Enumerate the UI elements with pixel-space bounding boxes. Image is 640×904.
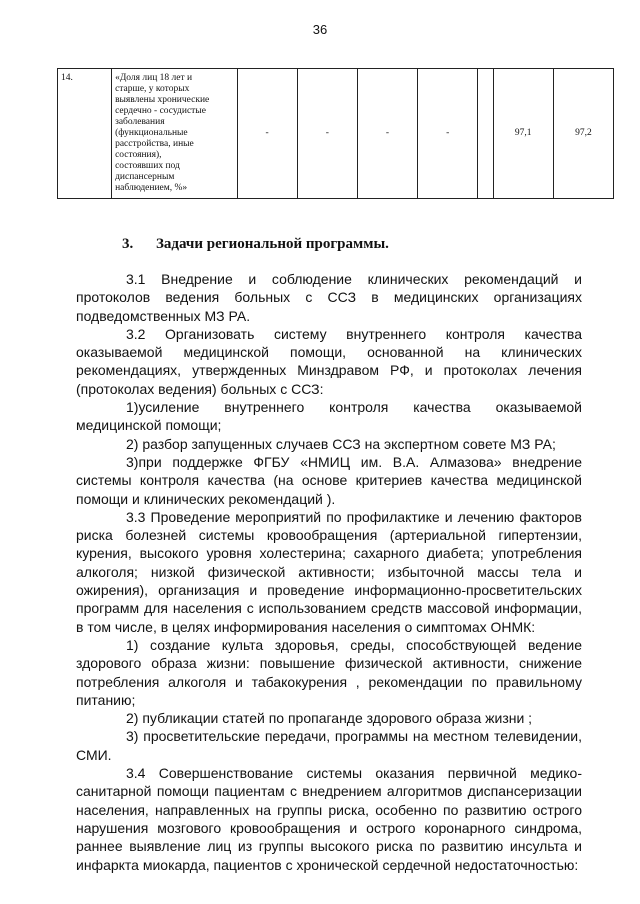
paragraph: 2) разбор запущенных случаев ССЗ на экспертном совете МЗ РА; [126, 435, 556, 452]
description-line: сердечно - сосудистые [115, 106, 206, 116]
section-title: Задачи региональной программы. [156, 236, 389, 252]
description-line: состояния), [115, 150, 162, 160]
description-line: старше, у которых [115, 84, 190, 94]
document-body [76, 270, 582, 874]
indicator-description [112, 69, 237, 199]
description-line: наблюдением, %» [115, 183, 188, 193]
table-cell-empty [478, 69, 493, 199]
paragraph: 3.1 Внедрение и соблюдение клинических рекомендаций и протоколов ведения больных с ССЗ в медицинских организациях подведомственных МЗ РА. [76, 271, 582, 324]
table-cell-value: 97,1 [493, 69, 553, 199]
paragraph: 3.4 Совершенствование системы оказания первичной медико-санитарной помощи пациентам с внедрением алгоритмов диспансеризации населения, направленных на группы риска, особенно по развитию острого нарушения мозгового кровообращения и острого коронарного синдрома, раннее выявление лиц из группы высокого риска по развитию инсульта и инфаркта миокарда, пациентов с хронической сердечной недостаточностью: [76, 765, 582, 873]
paragraph: 3) просветительские передачи, программы на местном телевидении, СМИ. [76, 728, 582, 763]
section-heading [122, 236, 389, 253]
description-line: «Доля лиц 18 лет и [115, 73, 193, 83]
paragraph: 1) создание культа здоровья, среды, способствующей ведение здорового образа жизни: повышение физической активности, снижение потребления алкоголя и табакокурения , рекомендации по правильному питанию; [76, 636, 582, 708]
paragraph: 3)при поддержке ФГБУ «НМИЦ им. В.А. Алмазова» внедрение системы контроля качества (на основе критериев качества медицинской помощи и клинических рекомендаций ). [76, 453, 582, 507]
table-cell-dash: - [237, 69, 297, 199]
table-cell-dash: - [357, 69, 417, 199]
description-line: (функциональные [115, 128, 188, 138]
page-number: 36 [312, 22, 328, 37]
description-line: заболевания [115, 117, 165, 127]
description-line: выявлены хронические [115, 95, 210, 105]
description-line: состоявших под [115, 161, 180, 171]
description-line: расстройства, иные [115, 139, 194, 149]
indicator-table [57, 68, 614, 199]
table-cell-value: 97,2 [553, 69, 613, 199]
paragraph: 1)усиление внутреннего контроля качества оказываемой медицинской помощи; [76, 399, 582, 434]
table-row [58, 69, 614, 199]
table-cell-dash: - [297, 69, 357, 199]
description-line: диспансерным [115, 172, 175, 182]
paragraph: 3.3 Проведение мероприятий по профилактике и лечению факторов риска болезней системы кровообращения (артериальной гипертензии, курения, высокого уровня холестерина; сахарного диабета; употребления алкоголя; низкой физической активности; избыточной массы тела и ожирения), организация и проведение информационно-просветительских программ для населения с использованием средств массовой информации, в том числе, в целях информирования населения о симптомах ОНМК: [76, 508, 582, 635]
paragraph: 2) публикации статей по пропаганде здорового образа жизни ; [126, 710, 533, 727]
row-number: 14. [58, 69, 112, 199]
section-number: 3. [122, 236, 134, 252]
table-cell-dash: - [418, 69, 478, 199]
paragraph: 3.2 Организовать систему внутреннего контроля качества оказываемой медицинской помощи, основанной на клинических рекомендациях, утвержденных Минздравом РФ, и протоколах лечения (протоколах ведения) больных с ССЗ: [76, 325, 582, 397]
